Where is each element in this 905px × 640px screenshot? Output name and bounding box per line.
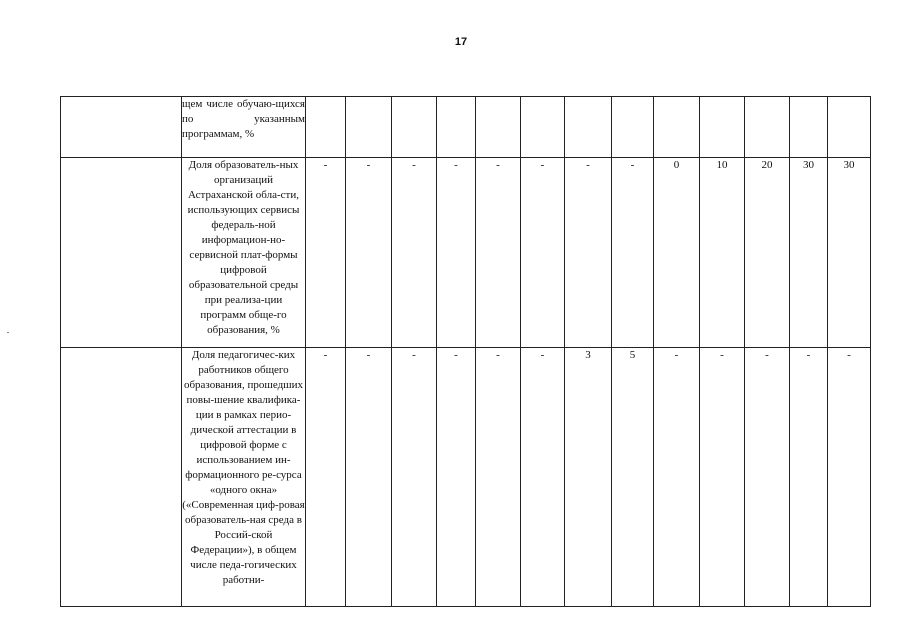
- value-cell: -: [476, 348, 521, 607]
- value-cell: [346, 97, 392, 158]
- margin-mark: [7, 332, 9, 333]
- indicator-table: [60, 96, 871, 607]
- value-cell: [654, 97, 700, 158]
- value-cell: -: [346, 348, 392, 607]
- value-cell: 20: [745, 158, 790, 348]
- value-cell: -: [828, 348, 871, 607]
- value-cell: 30: [790, 158, 828, 348]
- value-cell: [521, 97, 565, 158]
- value-cell: [790, 97, 828, 158]
- value-cell: -: [476, 158, 521, 348]
- value-cell: -: [437, 158, 476, 348]
- table-row: [61, 348, 871, 607]
- value-cell: [437, 97, 476, 158]
- value-cell: -: [654, 348, 700, 607]
- table-row: [61, 97, 871, 158]
- value-cell: -: [392, 348, 437, 607]
- value-cell: -: [306, 158, 346, 348]
- value-cell: -: [392, 158, 437, 348]
- value-cell: -: [346, 158, 392, 348]
- blank-cell: [61, 348, 182, 607]
- value-cell: -: [306, 348, 346, 607]
- indicator-description: Доля педагогичес-ких работников общего образования, прошедших повы-шение квалифика-ции в рамках перио-дической аттестации в цифровой форме с использованием ин-формационного ре-сурса «одного окна» («Современная циф-ровая образователь-ная среда в Россий-ской Федерации»), в общем числе педа-гогических работни-: [182, 348, 306, 607]
- value-cell: -: [521, 348, 565, 607]
- value-cell: -: [521, 158, 565, 348]
- value-cell: [612, 97, 654, 158]
- table-row: [61, 158, 871, 348]
- value-cell: -: [700, 348, 745, 607]
- value-cell: [392, 97, 437, 158]
- value-cell: [476, 97, 521, 158]
- value-cell: [565, 97, 612, 158]
- value-cell: 0: [654, 158, 700, 348]
- blank-cell: [61, 97, 182, 158]
- blank-cell: [61, 158, 182, 348]
- value-cell: [828, 97, 871, 158]
- value-cell: -: [437, 348, 476, 607]
- value-cell: [745, 97, 790, 158]
- value-cell: -: [790, 348, 828, 607]
- value-cell: -: [745, 348, 790, 607]
- value-cell: 5: [612, 348, 654, 607]
- indicator-description: Доля образователь-ных организаций Астраханской обла-сти, использующих сервисы федераль-ной информацион-но-сервисной плат-формы цифровой образовательной среды при реализа-ции программ обще-го образования, %: [182, 158, 306, 348]
- value-cell: 3: [565, 348, 612, 607]
- value-cell: -: [612, 158, 654, 348]
- page-number: 17: [454, 36, 468, 48]
- value-cell: -: [565, 158, 612, 348]
- value-cell: 10: [700, 158, 745, 348]
- value-cell: [306, 97, 346, 158]
- value-cell: 30: [828, 158, 871, 348]
- indicator-description: щем числе обучаю-щихся по указанным программам, %: [182, 97, 306, 158]
- value-cell: [700, 97, 745, 158]
